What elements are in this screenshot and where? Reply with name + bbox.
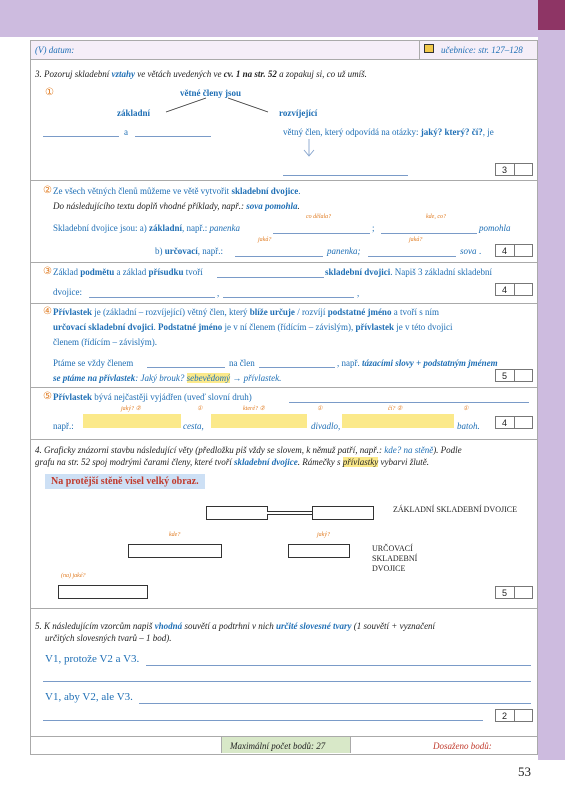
hint-jaky: jaký? ② [121,406,141,412]
p5-line1: Přívlastek bývá nejčastěji vyjádřen (uveď slovní druh) [53,392,252,402]
hint-kde-co: kde, co? [426,214,446,220]
formula-1: V1, protože V2 a V3. [45,653,140,665]
blank-line[interactable] [381,233,477,234]
max-points-cell [221,737,351,753]
score-box[interactable]: 4 [495,283,533,296]
task4-line2: grafu na str. 52 spoj modrými čarami členy, které tvoří skladební dvojice. Rámečky s přívlastky vybarvi žlutě. [35,457,429,467]
task3-intro: 3. Pozoruj skladební vztahy ve větách uvedených ve cv. 1 na str. 52 a zopakuj si, co už umíš. [35,69,367,79]
comma: , [217,288,220,298]
hint-kde: kde? [169,532,181,538]
blank-line[interactable] [235,256,323,257]
blank-line[interactable] [223,297,354,298]
p4-line4-end: , např. tázacími slovy + podstatným jménem [337,358,498,368]
blank-line[interactable] [147,367,225,368]
top-band [0,0,565,37]
date-label: (V) datum: [35,45,75,55]
label-determining-pair: URČOVACÍ SKLADEBNÍ DVOJICE [372,544,418,573]
max-points-label: Maximální počet bodů: 27 [230,741,326,751]
task5-line1: 5. K následujícím vzorcům napiš vhodná souvětí a podtrhni v nich určité slovesné tvary (1 souvětí + vyznačení [35,621,436,631]
circle-number-2: ② [43,185,52,196]
footer-row [31,736,537,754]
blank-line[interactable] [135,136,211,137]
task4-sentence: Na protější stěně visel velký obraz. [45,474,205,489]
sd-determining-example: panenka; [327,246,361,256]
p4-line3: členem (řídícím – závislým). [53,337,157,347]
period: . [479,246,482,256]
p2-line1: Ze všech větných členů můžeme ve větě vytvořit skladební dvojice. [53,186,301,196]
score-box[interactable]: 5 [495,586,533,599]
separator [31,439,537,440]
page-number: 53 [518,764,531,779]
chapter-tab [538,0,565,30]
blank-line[interactable] [273,233,370,234]
p5-line2-start: např.: [53,421,74,431]
comma: , [357,288,360,298]
sd-determining-example-end: sova [460,246,477,256]
blank-line[interactable] [259,367,335,368]
blank-line[interactable] [217,277,324,278]
hint-jaky: jaký? [317,532,330,538]
separator [31,262,537,263]
p4-line2: určovací skladební dvojici. Podstatné jméno je v ní členem (řídícím – závislým), přívlastek je v této dvojici [53,322,453,332]
sd-determining-label: b) určovací, např.: [155,246,223,256]
diagram-box-attribute-2[interactable] [58,585,148,599]
blank-line[interactable] [43,681,531,682]
blank-line[interactable] [289,402,529,403]
sd-basic-example-end: pomohla [479,223,511,233]
score-box[interactable]: 4 [495,416,533,429]
blank-line[interactable] [283,175,408,176]
diagram-box-predicate[interactable] [312,506,374,520]
blank-line[interactable] [139,703,531,704]
p3-line1: Základ podmětu a základ přísudku tvoří [53,267,203,277]
circle-number-3: ③ [43,266,52,277]
and-word: a [124,127,128,137]
diagram-link [267,511,313,515]
score-box[interactable]: 3 [495,163,533,176]
separator [31,180,537,181]
question-text: větný člen, který odpovídá na otázky: jaký? který? čí?, je [283,127,494,137]
diagram-basic: základní [117,108,151,118]
book-icon [424,44,434,53]
p2-line2: Do následujícího textu doplň vhodné příklady, např.: sova pomohla. [53,201,300,211]
word-batoh: batoh. [457,421,480,431]
p4-line4-mid: na člen [229,358,255,368]
hint-jaka-1: jaká? [258,237,272,243]
worksheet-header [31,41,537,60]
task4-line1: 4. Graficky znázorni stavbu následující věty (předložku piš vždy se slovem, k němuž patří, např.: kde? na stěně). Podle [35,445,462,455]
hint-1: ① [463,406,469,412]
diagram-developing: rozvíjející [279,108,318,118]
hint-ci: čí? ② [388,406,403,412]
divider [419,41,420,60]
achieved-points-cell[interactable] [351,737,537,753]
blank-line[interactable] [43,136,119,137]
circle-number-5: ⑤ [43,391,52,402]
hint-co-delala: co dělala? [306,214,332,220]
hint-1: ① [197,406,203,412]
formula-2: V1, aby V2, ale V3. [45,691,133,703]
task5-line2: určitých slovesných tvarů – 1 bod). [45,633,172,643]
score-box[interactable]: 2 [495,709,533,722]
textbook-ref: učebnice: str. 127–128 [441,45,523,55]
highlight-field[interactable] [342,414,454,428]
hint-jaka-2: jaká? [409,237,423,243]
hint-1: ① [317,406,323,412]
score-box[interactable]: 5 [495,369,533,382]
p4-line1: Přívlastek je (základní – rozvíjející) větný člen, který blíže určuje / rozvíjí podstatné jméno a tvoří s ním [53,307,439,317]
label-basic-pair: ZÁKLADNÍ SKLADEBNÍ DVOJICE [393,505,517,514]
diagram-box-adverbial[interactable] [128,544,222,558]
word-divadlo: divadlo, [311,421,341,431]
score-box[interactable]: 4 [495,244,533,257]
separator [31,387,537,388]
p3-line2: dvojice: [53,287,82,297]
separator [31,608,537,609]
achieved-points-label: Dosaženo bodů: [433,741,492,751]
arrow-down-icon [301,139,317,159]
blank-line[interactable] [43,720,483,721]
separator [31,303,537,304]
semicolon: ; [372,223,375,233]
hint-ktere: které? ② [243,406,265,412]
p3-line1-end: skladební dvojici. Napiš 3 základní skladební [325,267,493,277]
right-band [538,0,565,760]
highlight-field[interactable] [211,414,307,428]
diagram-box-attribute[interactable] [288,544,350,558]
blank-line[interactable] [89,297,215,298]
p4-line5: se ptáme na přívlastek: Jaký brouk? sebevědomý → přívlastek. [53,373,282,383]
worksheet-frame [30,40,538,755]
blank-line[interactable] [146,665,531,666]
diagram-box-subject[interactable] [206,506,268,520]
p4-line4-start: Ptáme se vždy členem [53,358,134,368]
diagram-root: větné členy jsou [180,88,241,98]
circle-number-1: ① [45,87,54,98]
sd-basic-label: Skladební dvojice jsou: a) základní, např.: panenka [53,223,240,233]
blank-line[interactable] [368,256,456,257]
hint-na-jake: (na) jaké? [61,573,86,579]
circle-number-4: ④ [43,306,52,317]
word-cesta: cesta, [183,421,204,431]
highlight-field[interactable] [83,414,181,428]
diagram-branches [146,96,286,116]
